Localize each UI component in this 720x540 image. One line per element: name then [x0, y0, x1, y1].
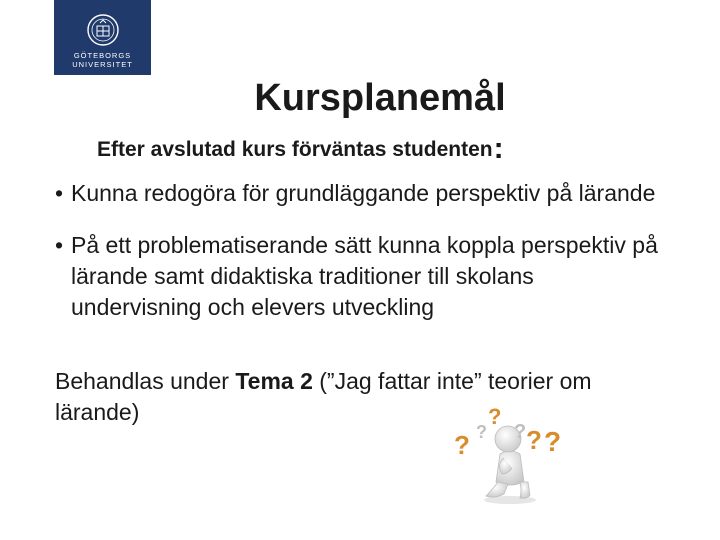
question-mark: ? — [488, 404, 502, 429]
objective-text: På ett problematiserande sätt kunna koppla perspektiv på lärande samt didaktiska traditioner till skolans undervisning och elevers utveckling — [71, 232, 658, 320]
question-mark: ? — [476, 422, 487, 442]
objective-list — [55, 178, 665, 344]
subtitle-text: Efter avslutad kurs förväntas studenten — [97, 138, 493, 161]
question-mark: ? — [454, 430, 470, 460]
logo-text-line1: GÖTEBORGS — [73, 51, 132, 60]
question-mark: ? — [526, 425, 542, 455]
theme-note-prefix: Behandlas under — [55, 368, 236, 394]
university-logo — [54, 0, 151, 75]
university-seal-icon — [86, 13, 120, 47]
bullet-dot: • — [55, 180, 64, 206]
slide-title: Kursplanemål — [254, 77, 506, 119]
logo-text-line2: UNIVERSITET — [72, 60, 133, 69]
slide-subtitle — [97, 132, 504, 166]
subtitle-colon: : — [493, 132, 504, 165]
objective-item — [55, 178, 665, 209]
objective-text: Kunna redogöra för grundläggande perspektiv på lärande — [71, 180, 656, 206]
objective-item — [55, 230, 665, 323]
bullet-dot: • — [55, 232, 64, 258]
theme-note-suffix: (”Jag fattar inte” teorier om lärande) — [55, 368, 592, 425]
question-mark: ? — [544, 426, 562, 457]
theme-name: Tema 2 — [235, 368, 313, 394]
question-mark: ? — [514, 421, 527, 443]
confused-figure-with-question-marks-icon — [448, 402, 568, 507]
